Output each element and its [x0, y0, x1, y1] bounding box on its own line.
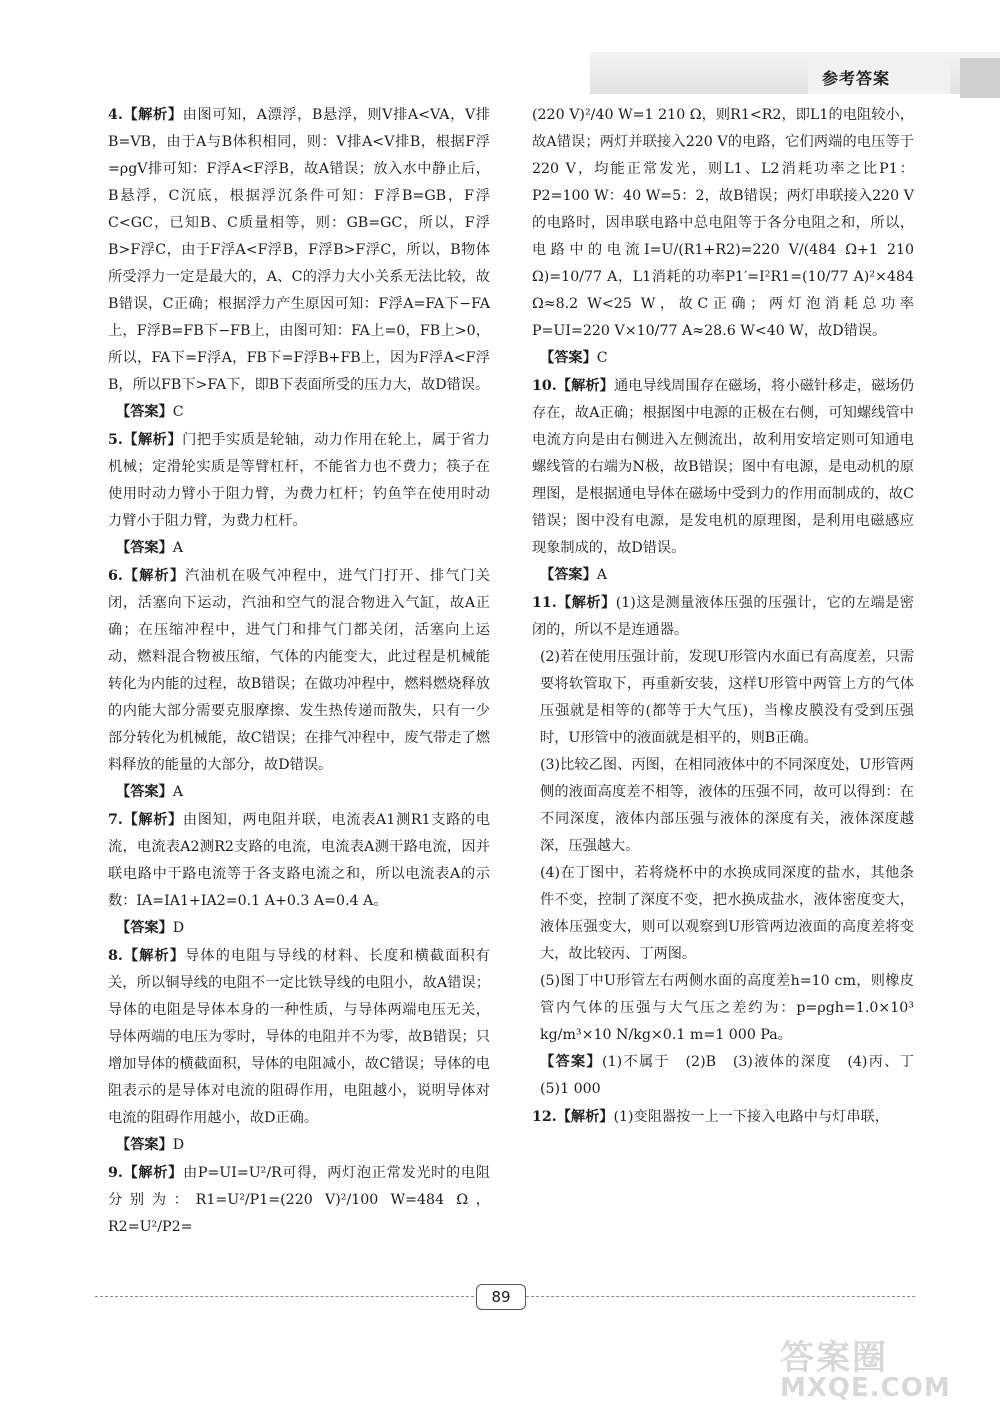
answer-tag: 【答案】	[116, 920, 173, 936]
answer-tag: 【答案】	[540, 350, 597, 366]
analysis-tag: 【解析】	[122, 568, 186, 584]
question-number: 6.	[108, 568, 123, 584]
analysis-tag: 【解析】	[122, 432, 183, 448]
answer-line	[108, 915, 490, 942]
right-column	[532, 102, 929, 1132]
answer-value: A	[172, 540, 184, 556]
answer-value: C	[172, 404, 184, 420]
question-number: 12.	[532, 1109, 557, 1125]
answer-tag: 【答案】	[116, 540, 173, 556]
answer-line	[532, 345, 914, 372]
answer-line	[532, 562, 914, 589]
analysis-tag: 【解析】	[556, 1109, 614, 1125]
question-10	[532, 373, 914, 589]
question-6	[108, 563, 490, 806]
answer-value: D	[172, 920, 185, 936]
question-number: 5.	[108, 432, 123, 448]
analysis-tag: 【解析】	[122, 1165, 183, 1181]
answer-value: (1)不属于 (2)B (3)液体的深度 (4)丙、丁 (5)1 000	[540, 1054, 929, 1097]
analysis-tag: 【解析】	[556, 595, 616, 611]
analysis-tag: 【解析】	[122, 812, 183, 828]
question-number: 4.	[108, 107, 123, 123]
analysis-tag: 【解析】	[556, 378, 614, 394]
answer-line	[108, 399, 490, 426]
analysis-part-5: (5)图丁中U形管左右两侧水面的高度差h=10 cm，则橡皮管内气体的压强与大气压之差约为：p=ρgh=1.0×10³ kg/m³×10 N/kg×0.1 m=1 000 Pa。	[540, 973, 914, 1043]
header-stripe	[960, 58, 1000, 98]
analysis-text: (1)这是测量液体压强的压强计，它的左端是密闭的，所以不是连通器。	[532, 595, 914, 638]
page-title: 参考答案	[822, 69, 891, 88]
question-number: 10.	[532, 378, 557, 394]
analysis-tag: 【解析】	[122, 107, 183, 123]
question-11	[532, 590, 929, 1103]
answer-value: A	[172, 784, 184, 800]
analysis-part-2: (2)若在使用压强计前，发现U形管内水面已有高度差，只需要将软管取下，再重新安装，这样U形管中两管上方的气体压强就是相等的(都等于大气压)，当橡皮膜没有受到压强时，U形管中的液面就是相平的，则B正确。	[540, 649, 914, 746]
question-9	[108, 1160, 490, 1241]
answer-tag: 【答案】	[116, 784, 173, 800]
analysis-text: 汽油机在吸气冲程中，进气门打开、排气门关闭，活塞向下运动，汽油和空气的混合物进入气缸，故A正确；在压缩冲程中，进气门和排气门都关闭，活塞向上运动，燃料混合物被压缩，气体的内能变大，此过程是机械能转化为内能的过程，故B错误；在做功冲程中，燃料燃烧释放的内能大部分需要克服摩擦、发生热传递而散失，只有一少部分转化为机械能，故C错误；在排气冲程中，废气带走了燃料释放的能量的大部分，故D错误。	[108, 568, 490, 773]
answer-value: C	[596, 350, 608, 366]
answer-line	[532, 1049, 929, 1103]
question-number: 7.	[108, 812, 123, 828]
analysis-text: 门把手实质是轮轴，动力作用在轮上，属于省力机械；定滑轮实质是等臂杠杆，不能省力也不费力；筷子在使用时动力臂小于阻力臂，为费力杠杆；钓鱼竿在使用时动力臂小于阻力臂，为费力杠杆。	[108, 432, 490, 529]
watermark-url: MXQE.COM	[780, 1373, 951, 1403]
analysis-text: 由图知，两电阻并联，电流表A1测R1支路的电流，电流表A2测R2支路的电流，电流表A测干路电流，因并联电路中干路电流等于各支路电流之和，所以电流表A的示数：IA=IA1+IA2=0.1 A+0.3 A=0.4 A。	[108, 812, 490, 909]
question-8	[108, 943, 490, 1159]
analysis-text: 通电导线周围存在磁场，将小磁针移走，磁场仍存在，故A正确；根据图中电源的正极在右侧，可知螺线管中电流方向是由右侧进入左侧流出，故利用安培定则可知通电螺线管的右端为N极，故B错误；图中有电源，是电动机的原理图，是根据通电导体在磁场中受到力的作用而制成的，故C错误；图中没有电源，是发电机的原理图，是利用电磁感应现象制成的，故D错误。	[532, 378, 914, 556]
analysis-tag: 【解析】	[122, 948, 186, 964]
answer-value: A	[596, 567, 608, 583]
answer-tag: 【答案】	[540, 1054, 603, 1070]
answer-tag: 【答案】	[116, 404, 173, 420]
left-column	[108, 102, 490, 1242]
analysis-text: 由P=UI=U²/R可得，两灯泡正常发光时的电阻分别为：R1=U²/P1=(220 V)²/100 W=484 Ω，R2=U²/P2=	[108, 1165, 490, 1235]
analysis-part-3: (3)比较乙图、丙图，在相同液体中的不同深度处，U形管两侧的液面高度差不相等，液体的压强不同，故可以得到：在不同深度，液体内部压强与液体的深度有关，液体深度越深，压强越大。	[540, 757, 914, 854]
answer-value: D	[172, 1137, 185, 1153]
watermark-logo	[780, 1330, 990, 1403]
analysis-text: 导体的电阻与导线的材料、长度和横截面积有关，所以铜导线的电阻不一定比铁导线的电阻小，故A错误；导体的电阻是导体本身的一种性质，与导体两端电压无关，导体两端的电压为零时，导体的电阻并不为零，故B错误；只增加导体的横截面积，导体的电阻减小，故C错误；导体的电阻表示的是导体对电流的阻碍作用，电阻越小，说明导体对电流的阻碍作用越小，故D正确。	[108, 948, 490, 1126]
analysis-part-4: (4)在丁图中，若将烧杯中的水换成同深度的盐水，其他条件不变，控制了深度不变，把水换成盐水，液体密度变大，液体压强变大，则可以观察到U形管两边液面的高度差将变大，故比较丙、丁两图。	[540, 865, 914, 962]
analysis-text: (220 V)²/40 W=1 210 Ω，则R1<R2，即L1的电阻较小，故A错误；两灯并联接入220 V的电路，它们两端的电压等于220 V，均能正常发光，则L1、L2消耗功率之比P1：P2=100 W：40 W=5：2，故B错误；两灯串联接入220 V的电路时，因串联电路中总电阻等于各分电阻之和，所以，电路中的电流I=U/(R1+R2)=220 V/(484 Ω+1 210 Ω)=10/77 A，L1消耗的功率P1′=I²R1=(10/77 A)²×484 Ω≈8.2 W<25 W，故C正确；两灯泡消耗总功率P=UI=220 V×10/77 A≈28.6 W<40 W，故D错误。	[532, 107, 914, 339]
question-number: 8.	[108, 948, 123, 964]
answer-line	[108, 779, 490, 806]
answer-tag: 【答案】	[116, 1137, 173, 1153]
answer-line	[108, 1132, 490, 1159]
analysis-text: (1)变阻器按一上一下接入电路中与灯串联，	[613, 1109, 889, 1125]
question-4	[108, 102, 490, 426]
answer-line	[108, 535, 490, 562]
analysis-text: 由图可知，A漂浮，B悬浮，则V排A<VA，V排B=VB，由于A与B体积相同，则：V排A<V排B，根据F浮=ρgV排可知：F浮A<F浮B，故A错误；放入水中静止后，B悬浮，C沉底，根据浮沉条件可知：F浮B=GB，F浮C<GC，已知B、C质量相等，则：GB=GC，所以，F浮B>F浮C，由于F浮A<F浮B，F浮B>F浮C，所以，B物体所受浮力一定是最大的，A、C的浮力大小关系无法比较，故B错误，C正确；根据浮力产生原因可知：F浮A=FA下−FA上，F浮B=FB下−FB上，由图可知：FA上=0，FB上>0，所以，FA下=F浮A，FB下=F浮B+FB上，因为F浮A<F浮B，所以FB下>FA下，即B下表面所受的压力大，故D错误。	[108, 107, 490, 393]
question-9-continued	[532, 102, 914, 372]
question-number: 11.	[532, 595, 557, 611]
watermark-logo-text: 答案圈	[780, 1338, 888, 1378]
page-number: 89	[476, 1284, 526, 1310]
answer-tag: 【答案】	[540, 567, 597, 583]
question-7	[108, 807, 490, 942]
question-5	[108, 427, 490, 562]
question-12	[532, 1104, 914, 1131]
question-number: 9.	[108, 1165, 123, 1181]
